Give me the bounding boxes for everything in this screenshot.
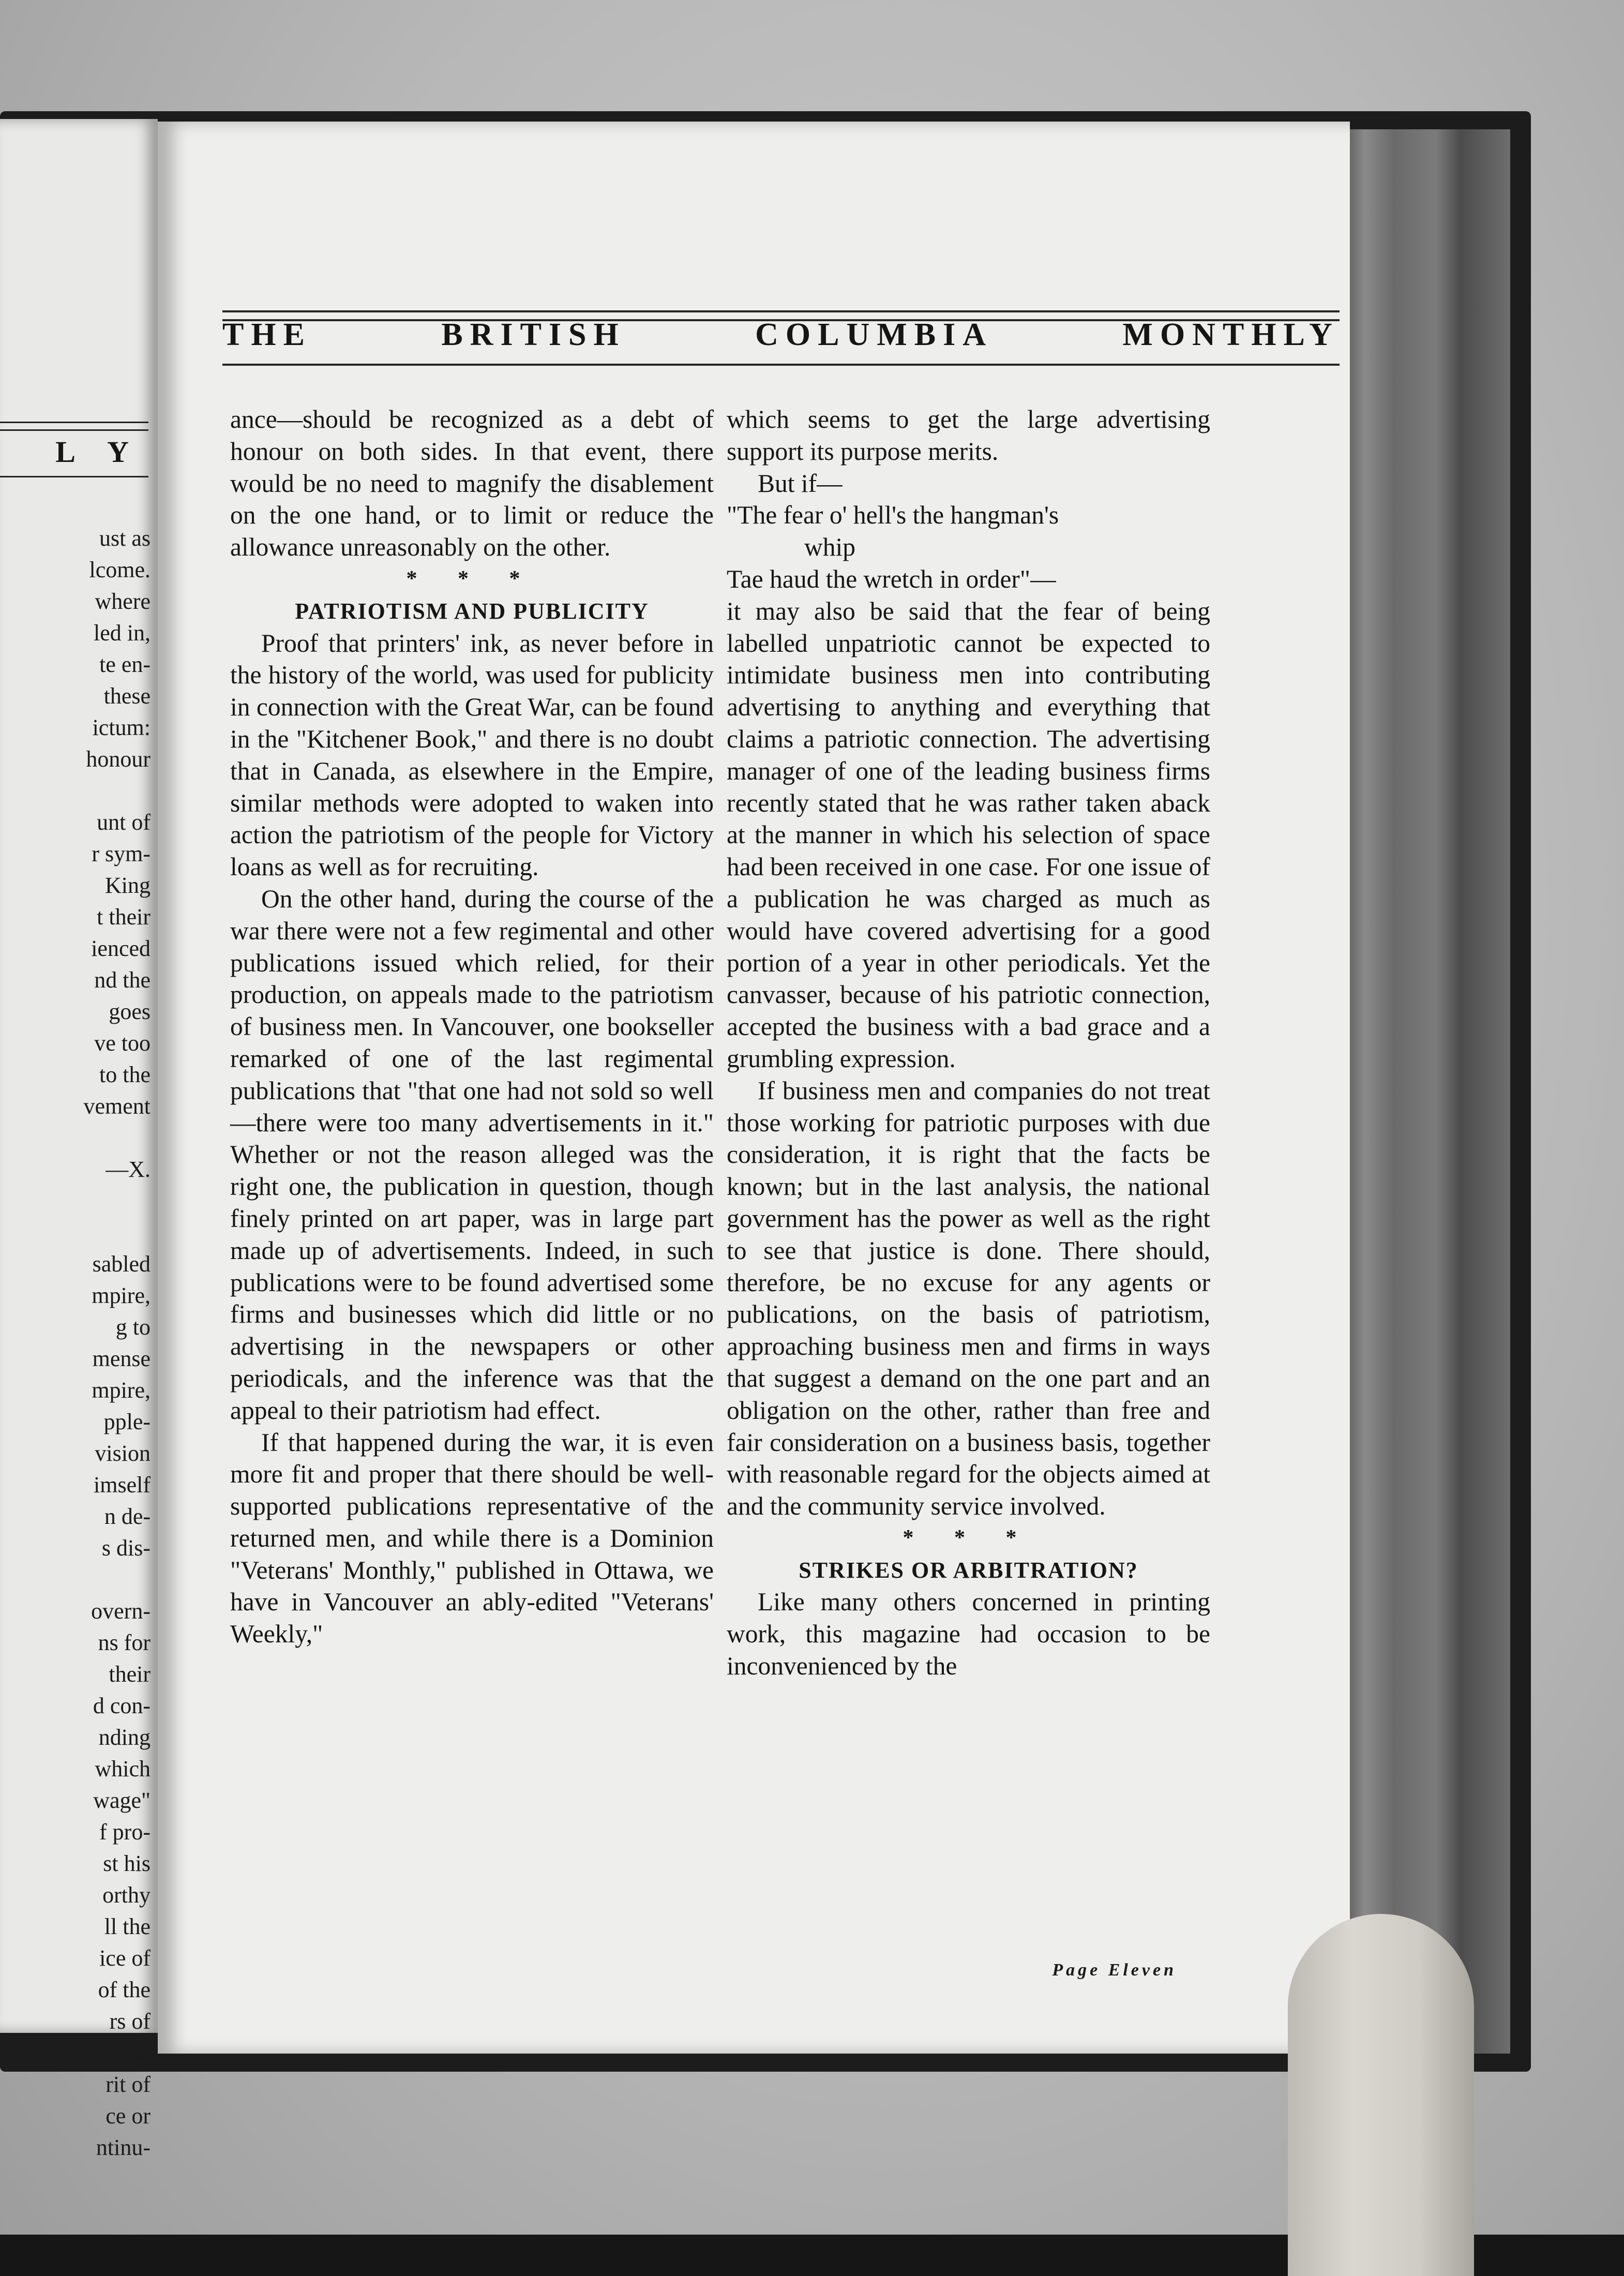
- page-folio: Page Eleven: [1052, 1960, 1177, 1980]
- left-page-fragment: imself: [94, 1472, 151, 1498]
- page-edges: [1345, 129, 1510, 2054]
- left-page-fragment: of the: [98, 1977, 151, 2002]
- left-page-fragment: led in,: [94, 620, 151, 646]
- left-page-fragment: these: [103, 683, 151, 709]
- verse-line: Tae haud the wretch in order"—: [727, 564, 1056, 593]
- left-page-fragment: unt of: [97, 810, 151, 835]
- left-page-fragment: ice of: [99, 1945, 151, 1971]
- left-page-fragment: mense: [92, 1346, 151, 1371]
- left-page-rule: [0, 422, 148, 423]
- left-page-fragment: vement: [83, 1094, 151, 1119]
- verse-line: whip: [804, 533, 855, 562]
- left-page-fragment: [0, 1564, 151, 1595]
- left-page-fragment: ntinu-: [96, 2135, 151, 2160]
- left-page-fragment: pple-: [103, 1409, 151, 1434]
- header-rule-top: [222, 310, 1340, 312]
- left-page-fragment: to the: [99, 1062, 151, 1087]
- left-page-fragment: g to: [115, 1314, 151, 1340]
- paragraph: ance—should be recognized as a debt of honour on both sides. In that event, there would be no need to magnify the disablement on the one hand, or to limit or reduce the allowance unreasonably on the other.: [230, 405, 714, 562]
- left-page-rule: [0, 429, 148, 431]
- left-page-fragment: [0, 1122, 151, 1154]
- running-head: [222, 314, 1340, 355]
- left-page-fragment: sabled: [92, 1251, 151, 1277]
- left-page-fragment: ienced: [91, 936, 151, 961]
- left-page-fragment: rs of: [109, 2009, 151, 2034]
- left-page-fragment: where: [95, 589, 151, 614]
- section-separator: * * *: [406, 566, 538, 591]
- left-page-fragment: r sym-: [92, 841, 151, 866]
- paragraph: Proof that printers' ink, as never before in the history of the world, was used for publicity in connection with the Great War, can be found in the "Kitchener Book," and there is no doubt that in Canada, as elsewhere in the Empire, similar methods were adopted to waken into action the patriotism of the people for Victory loans as well as for recruiting.: [230, 628, 714, 881]
- left-page-fragment: n de-: [104, 1504, 151, 1529]
- left-page-fragment: ll the: [104, 1914, 151, 1939]
- left-page-fragment: ve too: [94, 1030, 151, 1056]
- left-page-fragment: lcome.: [89, 557, 151, 582]
- left-page-fragment: orthy: [102, 1882, 151, 1908]
- running-head-word: BRITISH: [441, 317, 626, 352]
- left-page-fragment: their: [109, 1661, 151, 1687]
- left-page-fragment: mpire,: [92, 1377, 151, 1403]
- running-head-word: COLUMBIA: [755, 317, 994, 352]
- left-page-fragment: nd the: [94, 967, 151, 993]
- page-holder-stick: [1288, 1914, 1474, 2276]
- left-page-fragment: rit of: [106, 2072, 151, 2097]
- left-page-fragment: overn-: [91, 1598, 151, 1624]
- left-page-running-head: L Y: [55, 435, 142, 469]
- running-head-word: THE: [222, 317, 312, 352]
- right-column: [727, 403, 1210, 1682]
- left-page-fragment: vision: [95, 1441, 151, 1466]
- header-rule-bottom: [222, 364, 1340, 366]
- left-page-fragment: wage": [93, 1788, 151, 1813]
- paragraph: Like many others concerned in printing work, this magazine had occasion to be inconvenienced by the: [727, 1588, 1210, 1681]
- left-page-fragment: goes: [109, 999, 151, 1024]
- left-page-fragment: [0, 775, 151, 806]
- paragraph: If business men and companies do not treat those working for patriotic purposes with due consideration, it is right that the facts be known; but in the last analysis, the national government has the power as well as the right to see that justice is done. There should, therefore, be no excuse for any agents or publications, on the basis of patriotism, approaching business men and firms in ways that suggest a demand on the one part and an obligation on the other, rather than free and fair consideration on a business basis, together with reasonable regard for the objects aimed at and the community service involved.: [727, 1076, 1210, 1521]
- left-page-fragment: [0, 1185, 151, 1217]
- paragraph: If that happened during the war, it is even more fit and proper that there should be well-supported publications representative of the returned men, and while there is a Dominion "Veterans' Monthly," published in Ottawa, we have in Vancouver an ably-edited "Veterans' Weekly,": [230, 1428, 714, 1649]
- left-page-fragment: nding: [98, 1725, 151, 1750]
- paragraph: On the other hand, during the course of the war there were not a few regimental and other publications issued which relied, for their production, on appeals made to the patriotism of business men. In Vancouver, one bookseller remarked of one of the last regimental publications that "that one had not sold so well—there were too many advertisements in it." Whether or not the reason alleged was the right one, the publication in question, though finely printed on art paper, was in large part made up of advertisements. Indeed, in such publications were to be found advertised some firms and businesses which did little or no advertising in the newspapers or other periodicals, and the inference was that the appeal to their patriotism had effect.: [230, 884, 714, 1425]
- left-page-fragment: st his: [103, 1851, 151, 1876]
- verse-line: "The fear o' hell's the hangman's: [727, 501, 1059, 530]
- left-page: [0, 119, 158, 2160]
- left-page-fragment: ictum:: [92, 715, 151, 740]
- left-page-fragment: f pro-: [99, 1819, 151, 1845]
- left-page-fragment: ce or: [106, 2103, 151, 2129]
- paragraph: it may also be said that the fear of being labelled unpatriotic cannot be expected to intimidate business men into contributing advertising to anything and everything that claims a patriotic connection. The advertising manager of one of the leading business firms recently stated that he was rather taken aback at the manner in which his selection of space had been received in one case. For one issue of a publication he was charged as much as would have covered advertising for a good portion of a year in other periodicals. Yet the canvasser, because of his patriotic connection, accepted the business with a bad grace and a grumbling expression.: [727, 596, 1210, 1073]
- section-heading: STRIKES OR ARBITRATION?: [799, 1557, 1138, 1583]
- paragraph: But if—: [758, 469, 843, 498]
- section-separator: * * *: [903, 1525, 1034, 1550]
- running-head-word: MONTHLY: [1122, 317, 1340, 352]
- left-page-fragment: te en-: [99, 652, 151, 677]
- left-page-fragment: —X.: [106, 1157, 151, 1182]
- left-page-fragment: d con-: [93, 1693, 151, 1718]
- left-page-fragment: King: [105, 873, 151, 898]
- left-page-fragment: ot be: [106, 2040, 151, 2065]
- left-page-fragment: ns for: [98, 1630, 151, 1655]
- left-page-fragment: [0, 1217, 151, 1248]
- left-page-rule: [0, 476, 148, 477]
- left-page-fragment: honour: [86, 746, 151, 772]
- page-eleven: [158, 122, 1350, 2054]
- left-column: [230, 403, 714, 1650]
- left-page-fragment: t their: [97, 904, 151, 930]
- left-page-fragment: mpire,: [92, 1283, 151, 1308]
- left-page-text-fragments: [0, 522, 151, 2163]
- left-page-fragment: which: [95, 1756, 151, 1781]
- left-page-fragment: s dis-: [101, 1535, 151, 1561]
- left-page-fragment: ust as: [99, 526, 151, 551]
- section-heading: PATRIOTISM AND PUBLICITY: [295, 598, 649, 624]
- paragraph: which seems to get the large advertising support its purpose merits.: [727, 405, 1210, 466]
